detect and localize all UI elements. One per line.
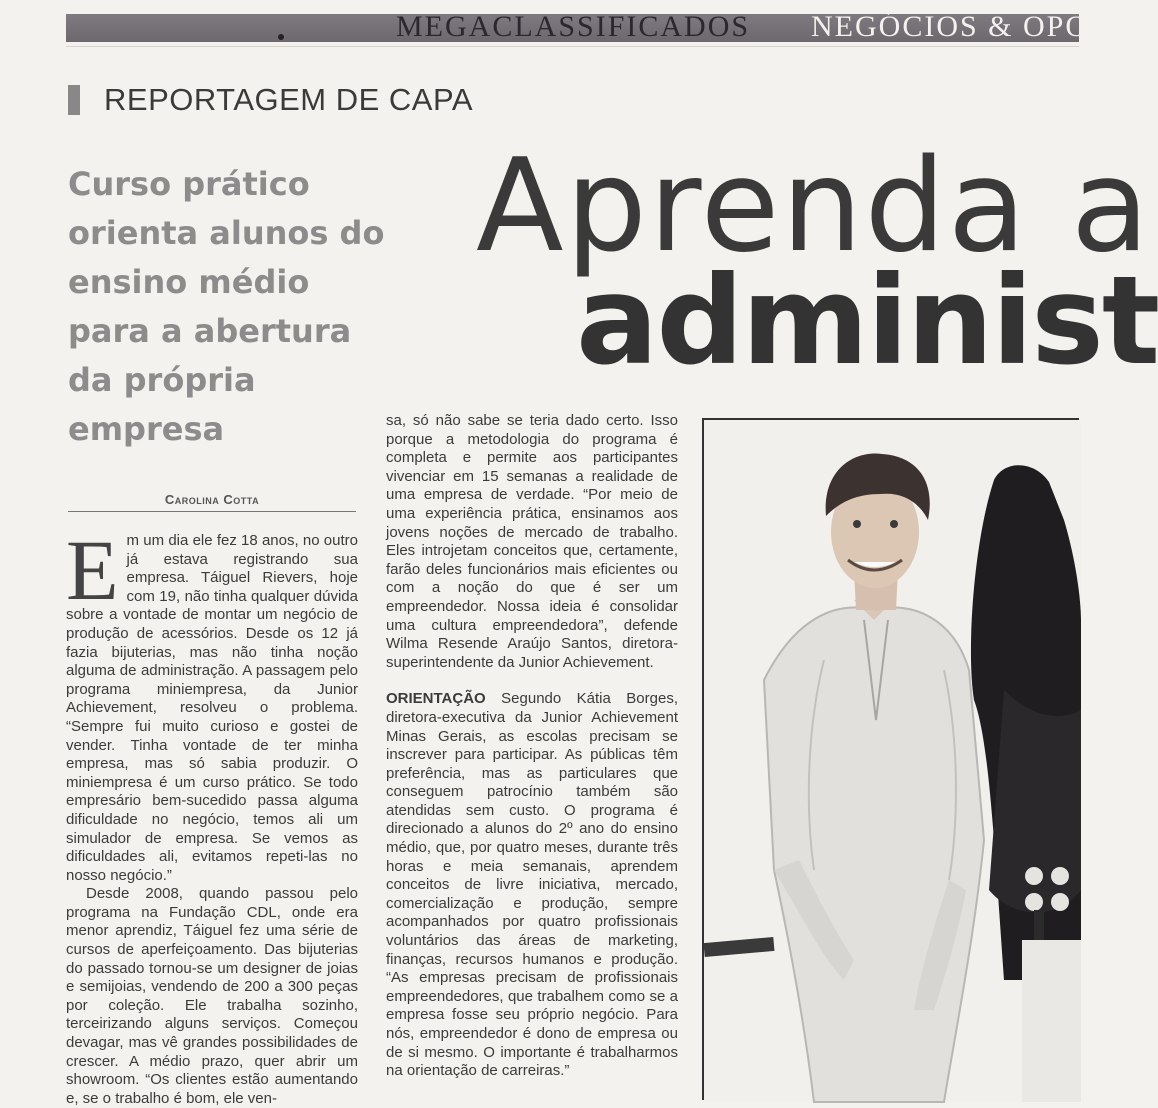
photo-illustration xyxy=(704,420,1081,1102)
col2-paragraph-1: sa, só não sabe se teria dado certo. Isso porque a metodologia do programa é completa e permite aos participantes vivenciar em 15 semanas a realidade de uma empresa de verdade. “Por meio de uma experiência prática, ensinamos aos jovens noções de mercado de trabalho. Eles introjetam conceitos que, certamente, farão deles funcionários mais eficientes ou com a noção do que é ser um empreendedor. Nossa ideia é consolidar uma cultura empreendedora”, defende Wilma Resende Araújo Santos, diretora-superintendente da Junior Achievement. xyxy=(386,412,678,671)
byline: Carolina Cotta xyxy=(68,492,356,512)
col1-paragraph-1: m um dia ele fez 18 anos, no outro já estava registrando sua empresa. Táiguel Rievers, hoje com 19, não tinha qualquer dúvida sobre a vontade de montar um negócio de produção de acessórios. Desde os 12 já fazia bijuterias, mas não tinha noção alguma de administração. A passagem pelo programa miniempresa, da Junior Achievement, resolveu o problema. “Sempre fui muito curioso e gostei de vender. Tinha vontade de ter minha empresa, mas só sabia produzir. O miniempresa é um curso prático. Se todo empresário bem-sucedido passa alguma dificuldade no negócio, temos ali um simulador de empresa. Se vemos as dificuldades ali, evitamos repeti-las no nosso negócio.” xyxy=(66,532,358,884)
section-title: REPORTAGEM DE CAPA xyxy=(104,82,474,117)
headline-line2: administ xyxy=(576,250,1158,392)
drop-cap: E xyxy=(66,522,119,618)
col1-paragraph-2: Desde 2008, quando passou pelo programa na Fundação CDL, onde era menor aprendiz, Táiguel fez uma série de cursos de aperfeiçoamento. Das bijuterias do passado tornou-se um designer de joias e semijoias, vendendo de 200 a 300 peças por coleção. Ele trabalha sozinho, terceirizando alguns serviços. Começou devagar, mas vê grandes possibilidades de crescer. A médio prazo, quer abrir um showroom. “Os clientes estão aumentando e, se o trabalho é bom, ele ven- xyxy=(66,885,358,1107)
headline-line1: Aprenda a xyxy=(476,132,1152,281)
masthead-right: NEGÓCIOS & OPORTU xyxy=(811,10,1154,43)
portrait-photo xyxy=(702,418,1079,1100)
subhead: Curso prático orienta alunos do ensino médio para a abertura da própria empresa xyxy=(68,165,385,448)
masthead-banner xyxy=(66,10,1154,43)
col2-paragraph-2: Segundo Kátia Borges, diretora-executiva da Junior Achievement Minas Gerais, as escolas precisam se inscrever para participar. As públicas têm preferência, mas as particulares que conseguem patrocínio também são atendidas sem custo. O programa é direcionado a alunos do 2º ano do ensino médio, que, por quatro meses, durante três horas e meia semanais, aprendem conceitos de livre iniciativa, mercado, comercialização e produção, sempre acompanhados por quatro profissionais voluntários das áreas de marketing, finanças, recursos humanos e produção. “As empresas precisam de profissionais empreendedores, que trabalhem como se a empresa fosse seu próprio negócio. Para nós, empreendedor é dono de empresa ou de si mesmo. O importante é trabalharmos na orientação de carreiras.” xyxy=(386,690,678,1080)
section-tag xyxy=(68,82,473,118)
article-column-2 xyxy=(386,412,678,1081)
masthead-rule xyxy=(66,46,1079,47)
section-bar xyxy=(68,85,80,115)
masthead-left: MEGACLASSIFICADOS xyxy=(396,10,751,43)
banner-dot xyxy=(278,34,284,40)
article-column-1 xyxy=(66,522,358,1108)
kicker-orientacao: ORIENTAÇÃO xyxy=(386,690,486,708)
